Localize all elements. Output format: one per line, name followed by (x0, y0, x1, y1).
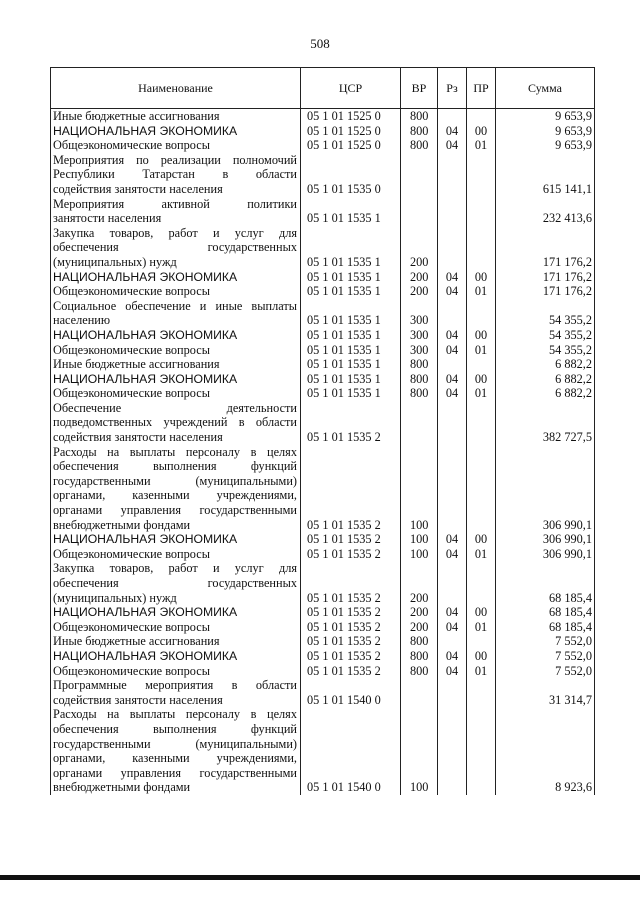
cell-pr: 00 (467, 649, 496, 664)
cell-sum: 6 882,2 (496, 386, 595, 401)
cell-sum: 6 882,2 (496, 372, 595, 387)
cell-pr: 01 (467, 284, 496, 299)
cell-csr: 05 1 01 1540 0 (301, 678, 401, 707)
cell-vr (401, 678, 438, 707)
cell-vr: 200 (401, 561, 438, 605)
cell-csr: 05 1 01 1535 2 (301, 605, 401, 620)
cell-sum: 232 413,6 (496, 197, 595, 226)
cell-pr (467, 678, 496, 707)
cell-pr: 01 (467, 547, 496, 562)
cell-csr: 05 1 01 1535 1 (301, 343, 401, 358)
cell-vr: 800 (401, 138, 438, 153)
name-line: государственными (муниципальными) (53, 736, 297, 751)
cell-pr (467, 634, 496, 649)
cell-csr: 05 1 01 1535 1 (301, 386, 401, 401)
cell-name (51, 386, 301, 401)
cell-vr: 100 (401, 532, 438, 547)
cell-rz (438, 226, 467, 270)
cell-name (51, 605, 301, 620)
cell-rz (438, 197, 467, 226)
table-row (51, 707, 595, 795)
name-line: Закупка товаров, работ и услуг для (53, 561, 297, 576)
table-row (51, 620, 595, 635)
cell-csr: 05 1 01 1535 1 (301, 299, 401, 328)
table-row (51, 328, 595, 343)
cell-sum: 7 552,0 (496, 649, 595, 664)
cell-pr (467, 226, 496, 270)
cell-pr (467, 109, 496, 124)
name-line: обеспечения государственных (53, 576, 297, 590)
cell-rz: 04 (438, 547, 467, 562)
cell-name (51, 634, 301, 649)
cell-vr: 300 (401, 299, 438, 328)
name-line: Программные мероприятия в области (53, 678, 297, 693)
cell-rz: 04 (438, 124, 467, 139)
cell-pr (467, 401, 496, 445)
header-sum: Сумма (496, 68, 595, 109)
cell-csr: 05 1 01 1535 1 (301, 284, 401, 299)
cell-name (51, 401, 301, 445)
cell-rz: 04 (438, 620, 467, 635)
cell-vr: 300 (401, 328, 438, 343)
cell-name (51, 678, 301, 707)
cell-pr: 01 (467, 386, 496, 401)
cell-vr: 800 (401, 357, 438, 372)
cell-sum: 171 176,2 (496, 284, 595, 299)
cell-sum: 306 990,1 (496, 547, 595, 562)
name-line: Общеэкономические вопросы (53, 663, 210, 678)
table-row (51, 401, 595, 445)
name-line: Расходы на выплаты персоналу в целях (53, 444, 297, 459)
cell-vr: 800 (401, 124, 438, 139)
cell-pr (467, 357, 496, 372)
cell-rz (438, 678, 467, 707)
name-line: населению (53, 313, 111, 328)
table-row (51, 197, 595, 226)
cell-rz: 04 (438, 605, 467, 620)
name-line: Обеспечение деятельности (53, 400, 297, 415)
cell-rz: 04 (438, 138, 467, 153)
cell-sum: 9 653,9 (496, 138, 595, 153)
name-line: Общеэкономические вопросы (53, 284, 210, 299)
cell-vr (401, 401, 438, 445)
cell-csr: 05 1 01 1540 0 (301, 707, 401, 795)
cell-sum: 54 355,2 (496, 328, 595, 343)
cell-pr (467, 197, 496, 226)
bottom-rule (0, 875, 640, 880)
cell-rz (438, 357, 467, 372)
name-line: содействия занятости населения (53, 181, 223, 196)
table-row (51, 561, 595, 605)
cell-rz (438, 634, 467, 649)
name-line: Республики Татарстан в области (53, 167, 297, 182)
header-name: Наименование (51, 68, 301, 109)
cell-csr: 05 1 01 1535 1 (301, 372, 401, 387)
cell-vr: 800 (401, 634, 438, 649)
table-row (51, 270, 595, 285)
cell-sum: 6 882,2 (496, 357, 595, 372)
budget-table (50, 67, 595, 795)
cell-csr: 05 1 01 1535 1 (301, 357, 401, 372)
cell-name (51, 270, 301, 285)
cell-vr: 800 (401, 664, 438, 679)
name-line: содействия занятости населения (53, 430, 223, 445)
name-line: органами управления государственными (53, 503, 297, 518)
name-line: НАЦИОНАЛЬНАЯ ЭКОНОМИКА (53, 123, 238, 138)
table-row (51, 605, 595, 620)
table-row (51, 634, 595, 649)
header-vr: ВР (401, 68, 438, 109)
name-line: НАЦИОНАЛЬНАЯ ЭКОНОМИКА (53, 327, 238, 342)
cell-sum: 54 355,2 (496, 343, 595, 358)
cell-csr: 05 1 01 1525 0 (301, 124, 401, 139)
cell-rz: 04 (438, 386, 467, 401)
cell-sum: 68 185,4 (496, 605, 595, 620)
cell-rz: 04 (438, 270, 467, 285)
cell-sum: 9 653,9 (496, 109, 595, 124)
cell-sum: 615 141,1 (496, 153, 595, 197)
name-line: занятости населения (53, 211, 162, 226)
cell-pr (467, 561, 496, 605)
name-line: обеспечения выполнения функций (53, 459, 297, 474)
cell-sum: 9 653,9 (496, 124, 595, 139)
cell-rz (438, 401, 467, 445)
cell-name (51, 649, 301, 664)
table-body (51, 109, 595, 795)
cell-pr: 00 (467, 605, 496, 620)
name-line: внебюджетными фондами (53, 517, 191, 532)
cell-name (51, 153, 301, 197)
cell-vr: 200 (401, 620, 438, 635)
cell-rz (438, 707, 467, 795)
cell-name (51, 532, 301, 547)
cell-csr: 05 1 01 1535 2 (301, 401, 401, 445)
name-line: НАЦИОНАЛЬНАЯ ЭКОНОМИКА (53, 648, 238, 663)
cell-vr: 300 (401, 343, 438, 358)
cell-vr (401, 197, 438, 226)
cell-csr: 05 1 01 1535 2 (301, 561, 401, 605)
cell-rz (438, 299, 467, 328)
cell-rz (438, 445, 467, 533)
cell-name (51, 561, 301, 605)
name-line: внебюджетными фондами (53, 780, 191, 795)
cell-name (51, 226, 301, 270)
name-line: Иные бюджетные ассигнования (53, 109, 220, 123)
page-number: 508 (310, 36, 330, 51)
table-row (51, 124, 595, 139)
name-line: (муниципальных) нужд (53, 590, 177, 605)
cell-name (51, 372, 301, 387)
table-header-row (51, 68, 595, 109)
name-line: Иные бюджетные ассигнования (53, 634, 220, 649)
cell-pr (467, 299, 496, 328)
cell-sum: 306 990,1 (496, 532, 595, 547)
table-row (51, 372, 595, 387)
name-line: обеспечения государственных (53, 240, 297, 255)
cell-pr: 00 (467, 328, 496, 343)
table-row (51, 299, 595, 328)
cell-vr: 200 (401, 605, 438, 620)
table-row (51, 678, 595, 707)
name-line: НАЦИОНАЛЬНАЯ ЭКОНОМИКА (53, 605, 238, 620)
cell-sum: 171 176,2 (496, 270, 595, 285)
cell-pr: 01 (467, 343, 496, 358)
cell-vr: 100 (401, 707, 438, 795)
cell-name (51, 284, 301, 299)
name-line: государственными (муниципальными) (53, 473, 297, 488)
cell-name (51, 328, 301, 343)
cell-csr: 05 1 01 1535 1 (301, 197, 401, 226)
name-line: НАЦИОНАЛЬНАЯ ЭКОНОМИКА (53, 371, 238, 386)
cell-pr: 00 (467, 532, 496, 547)
cell-name (51, 445, 301, 533)
header-rz: Рз (438, 68, 467, 109)
cell-name (51, 357, 301, 372)
cell-csr: 05 1 01 1535 2 (301, 620, 401, 635)
cell-name (51, 138, 301, 153)
cell-sum: 31 314,7 (496, 678, 595, 707)
name-line: Общеэкономические вопросы (53, 546, 210, 561)
cell-pr: 00 (467, 372, 496, 387)
name-line: Общеэкономические вопросы (53, 386, 210, 401)
cell-csr: 05 1 01 1535 1 (301, 226, 401, 270)
cell-rz: 04 (438, 532, 467, 547)
cell-name (51, 664, 301, 679)
cell-sum: 68 185,4 (496, 561, 595, 605)
cell-csr: 05 1 01 1525 0 (301, 109, 401, 124)
cell-pr: 01 (467, 620, 496, 635)
cell-csr: 05 1 01 1525 0 (301, 138, 401, 153)
table-row (51, 153, 595, 197)
cell-pr: 01 (467, 664, 496, 679)
name-line: Расходы на выплаты персоналу в целях (53, 707, 297, 722)
name-line: НАЦИОНАЛЬНАЯ ЭКОНОМИКА (53, 269, 238, 284)
cell-csr: 05 1 01 1535 1 (301, 328, 401, 343)
table-row (51, 547, 595, 562)
cell-rz: 04 (438, 649, 467, 664)
cell-csr: 05 1 01 1535 2 (301, 532, 401, 547)
cell-name (51, 124, 301, 139)
name-line: органами управления государственными (53, 765, 297, 780)
name-line: органами, казенными учреждениями, (53, 488, 297, 503)
table-row (51, 343, 595, 358)
cell-vr: 800 (401, 386, 438, 401)
name-line: органами, казенными учреждениями, (53, 751, 297, 766)
name-line: подведомственных учреждений в области (53, 415, 297, 430)
table-row (51, 226, 595, 270)
cell-vr: 200 (401, 284, 438, 299)
cell-pr (467, 707, 496, 795)
name-line: содействия занятости населения (53, 692, 223, 707)
table-row (51, 284, 595, 299)
name-line: (муниципальных) нужд (53, 254, 177, 269)
cell-vr: 800 (401, 372, 438, 387)
table-row (51, 532, 595, 547)
name-line: Закупка товаров, работ и услуг для (53, 225, 297, 240)
cell-name (51, 547, 301, 562)
header-csr: ЦСР (301, 68, 401, 109)
cell-name (51, 707, 301, 795)
cell-name (51, 109, 301, 124)
table-row (51, 445, 595, 533)
cell-vr: 200 (401, 270, 438, 285)
name-line: Мероприятия по реализации полномочий (53, 152, 297, 167)
name-line: Социальное обеспечение и иные выплаты (53, 298, 297, 313)
cell-rz: 04 (438, 284, 467, 299)
table-row (51, 649, 595, 664)
cell-csr: 05 1 01 1535 2 (301, 547, 401, 562)
cell-pr (467, 445, 496, 533)
cell-sum: 171 176,2 (496, 226, 595, 270)
cell-vr: 800 (401, 109, 438, 124)
cell-rz: 04 (438, 664, 467, 679)
cell-vr: 800 (401, 649, 438, 664)
cell-rz: 04 (438, 343, 467, 358)
table-row (51, 386, 595, 401)
cell-sum: 8 923,6 (496, 707, 595, 795)
table-row (51, 664, 595, 679)
name-line: Иные бюджетные ассигнования (53, 357, 220, 372)
cell-pr: 00 (467, 270, 496, 285)
cell-pr (467, 153, 496, 197)
cell-csr: 05 1 01 1535 2 (301, 634, 401, 649)
cell-csr: 05 1 01 1535 0 (301, 153, 401, 197)
cell-vr: 200 (401, 226, 438, 270)
cell-name (51, 620, 301, 635)
cell-vr: 100 (401, 445, 438, 533)
table-row (51, 357, 595, 372)
name-line: Общеэкономические вопросы (53, 619, 210, 634)
cell-rz (438, 561, 467, 605)
cell-csr: 05 1 01 1535 2 (301, 649, 401, 664)
cell-sum: 7 552,0 (496, 664, 595, 679)
cell-vr: 100 (401, 547, 438, 562)
table-row (51, 138, 595, 153)
name-line: Общеэкономические вопросы (53, 138, 210, 153)
cell-sum: 68 185,4 (496, 620, 595, 635)
cell-name (51, 197, 301, 226)
table-row (51, 109, 595, 124)
cell-rz: 04 (438, 372, 467, 387)
cell-sum: 306 990,1 (496, 445, 595, 533)
cell-sum: 7 552,0 (496, 634, 595, 649)
cell-pr: 01 (467, 138, 496, 153)
cell-vr (401, 153, 438, 197)
cell-csr: 05 1 01 1535 2 (301, 664, 401, 679)
cell-name (51, 343, 301, 358)
name-line: обеспечения выполнения функций (53, 721, 297, 736)
header-pr: ПР (467, 68, 496, 109)
name-line: Мероприятия активной политики (53, 196, 297, 211)
cell-sum: 54 355,2 (496, 299, 595, 328)
cell-csr: 05 1 01 1535 1 (301, 270, 401, 285)
cell-sum: 382 727,5 (496, 401, 595, 445)
cell-rz: 04 (438, 328, 467, 343)
name-line: НАЦИОНАЛЬНАЯ ЭКОНОМИКА (53, 532, 238, 547)
cell-pr: 00 (467, 124, 496, 139)
cell-rz (438, 153, 467, 197)
name-line: Общеэкономические вопросы (53, 342, 210, 357)
cell-name (51, 299, 301, 328)
cell-rz (438, 109, 467, 124)
cell-csr: 05 1 01 1535 2 (301, 445, 401, 533)
